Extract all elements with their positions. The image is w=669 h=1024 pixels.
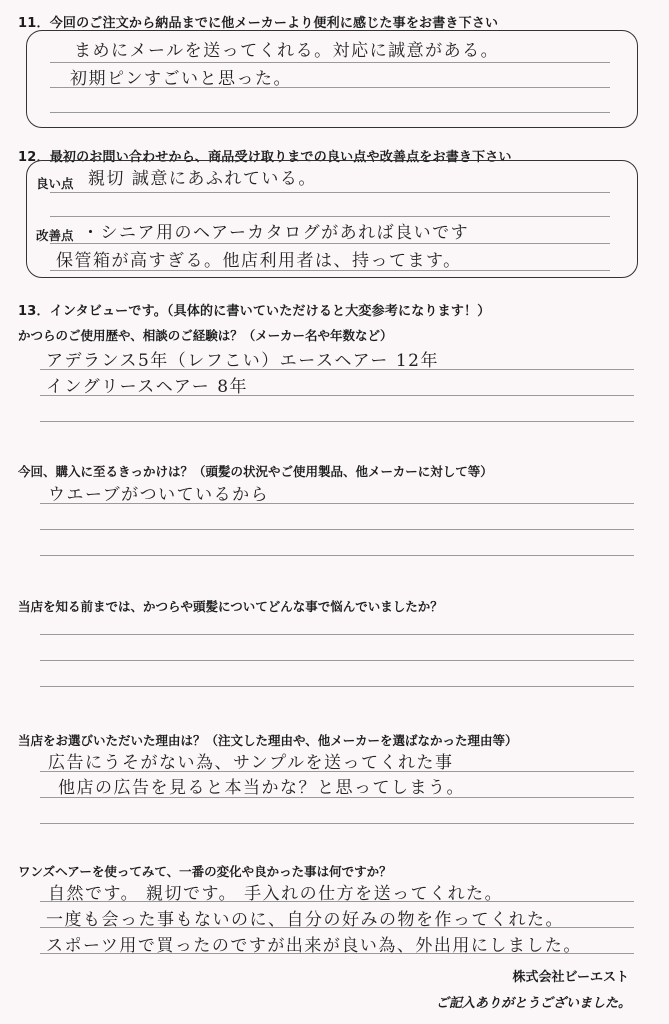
q11-answer-2: 初期ピンすごいと思った。 — [70, 69, 292, 89]
q13-reason-question: 今回、購入に至るきっかけは？（頭髪の状況やご使用製品、他メーカーに対して等） — [18, 464, 493, 479]
q13-change-question: ワンズヘアーを使ってみて、一番の変化や良かった事は何ですか？ — [18, 864, 392, 879]
q12-improve-answer-1: ・シニア用のヘアーカタログがあれば良いです — [82, 223, 470, 243]
q13-history-answer-1: アデランス5年（レフこい）エースヘアー 12年 — [46, 351, 439, 371]
q13-change-rule-2 — [40, 927, 634, 928]
q12-title: 12．最初のお問い合わせから、商品受け取りまでの良い点や改善点をお書き下さい — [18, 150, 512, 165]
q13-choice-rule-3 — [40, 823, 634, 824]
q12-rule-1 — [50, 192, 610, 193]
q11-rule-3 — [50, 112, 610, 113]
thanks-message: ご記入ありがとうございました。 — [435, 996, 631, 1011]
company-name: 株式会社ビーエスト — [512, 970, 629, 985]
q13-history-rule-1 — [40, 369, 634, 370]
q13-reason-answer-1: ウエーブがついているから — [48, 485, 270, 505]
q13-choice-rule-1 — [40, 771, 634, 772]
q13-choice-question: 当店をお選びいただいた理由は？（注文した理由や、他メーカーを選ばなかった理由等） — [18, 733, 518, 748]
q13-history-rule-3 — [40, 421, 634, 422]
q11-title: 11．今回のご注文から納品までに他メーカーより便利に感じた事をお書き下さい — [18, 16, 499, 31]
q13-history-rule-2 — [40, 395, 634, 396]
q13-choice-answer-1: 広告にうそがない為、サンプルを送ってくれた事 — [48, 753, 454, 773]
q12-good-label: 良い点 — [36, 176, 74, 191]
q13-title: 13．インタビューです。（具体的に書いていただけると大変参考になります！） — [18, 304, 491, 319]
q11-answer-1: まめにメールを送ってくれる。対応に誠意がある。 — [74, 41, 500, 61]
q13-change-answer-1: 自然です。 親切です。 手入れの仕方を送ってくれた。 — [48, 884, 504, 904]
q12-improve-label: 改善点 — [36, 228, 74, 243]
q11-rule-1 — [50, 62, 610, 63]
q13-worry-rule-3 — [40, 686, 634, 687]
q13-history-question: かつらのご使用歴や、相談のご経験は？（メーカー名や年数など） — [18, 328, 393, 343]
q12-rule-2 — [50, 216, 610, 217]
q13-history-answer-2: イングリースヘアー 8年 — [46, 377, 249, 397]
q13-worry-question: 当店を知る前までは、かつらや頭髪についてどんな事で悩んでいましたか？ — [18, 599, 443, 614]
q12-good-answer: 親切 誠意にあふれている。 — [88, 169, 317, 189]
q13-change-answer-2: 一度も会った事もないのに、自分の好みの物を作ってくれた。 — [46, 910, 564, 930]
q13-change-rule-3 — [40, 953, 634, 954]
q13-change-rule-1 — [40, 901, 634, 902]
q13-reason-rule-1 — [40, 503, 634, 504]
q13-worry-rule-1 — [40, 634, 634, 635]
q13-choice-answer-2: 他店の広告を見ると本当かな？と思ってしまう。 — [58, 778, 465, 798]
q13-reason-rule-2 — [40, 529, 634, 530]
q12-rule-4 — [50, 270, 610, 271]
q12-improve-answer-2: 保管箱が高すぎる。他店利用者は、持ってます。 — [56, 251, 462, 271]
q13-reason-rule-3 — [40, 555, 634, 556]
q13-change-answer-3: スポーツ用で買ったのですが出来が良い為、外出用にしました。 — [46, 936, 582, 956]
q13-worry-rule-2 — [40, 660, 634, 661]
q13-choice-rule-2 — [40, 797, 634, 798]
q12-rule-3 — [50, 243, 610, 244]
